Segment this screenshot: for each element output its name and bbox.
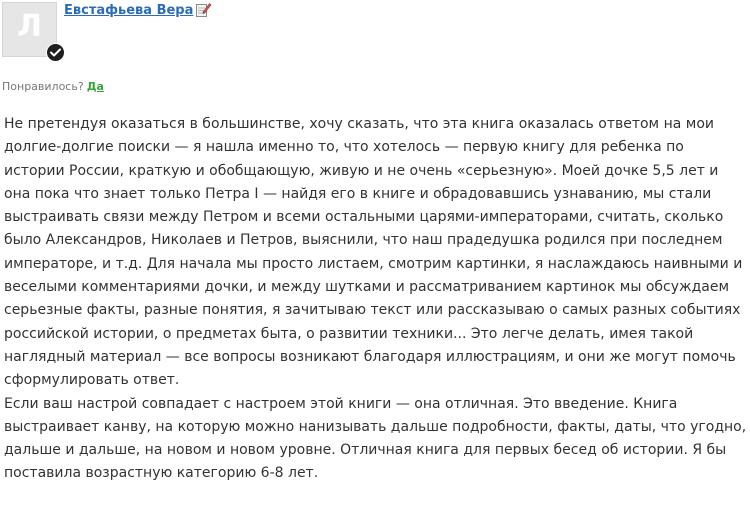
liked-label: Понравилось? (2, 80, 84, 93)
review-text (4, 113, 748, 486)
review-paragraph: Не претендуя оказаться в большинстве, хочу сказать, что эта книга оказалась ответом на мои долгие-долгие поиски — я нашла именно то, что хотелось — первую книгу для ребенка по истории России, краткую и обобщающую, живую и не очень «серьезную». Моей дочке 5,5 лет и она пока что знает только Петра I — найдя его в книге и обрадовавшись узнаванию, мы стали выстраивать связи между Петром и всеми остальными царями-императорами, считать, сколько было Александров, Николаев и Петров, выяснили, что наш прадедушка родился при последнем императоре, и т.д. Для начала мы просто листаем, смотрим картинки, я наслаждаюсь наивными и веселыми комментариями дочки, и между шутками и рассматриванием картинок мы обсуждаем серьезные факты, разные понятия, я зачитываю текст или рассказываю о самых разных событиях российской истории, о предметах быта, о развитии техники... Это легче делать, имея такой наглядный материал — все вопросы возникают благодаря иллюстрациям, и они же могут помочь сформулировать ответ. (4, 116, 743, 389)
liked-value-link[interactable]: Да (86, 80, 104, 93)
author-name-link[interactable]: Евстафьева Вера (64, 3, 194, 18)
pencil-notepad-icon[interactable] (195, 1, 212, 18)
avatar-letter: Л (17, 9, 42, 44)
review-paragraph: Если ваш настрой совпадает с настроем этой книги — она отличная. Это введение. Книга выстраивает канву, на которую можно нанизывать дальше подробности, факты, даты, что угодно, дальше и дальше, на новом и новом уровне. Отличная книга для первых бесед об истории. Я бы поставила возрастную категорию 6-8 лет. (4, 395, 747, 482)
check-circle-icon (46, 43, 65, 62)
liked-row (2, 80, 104, 93)
